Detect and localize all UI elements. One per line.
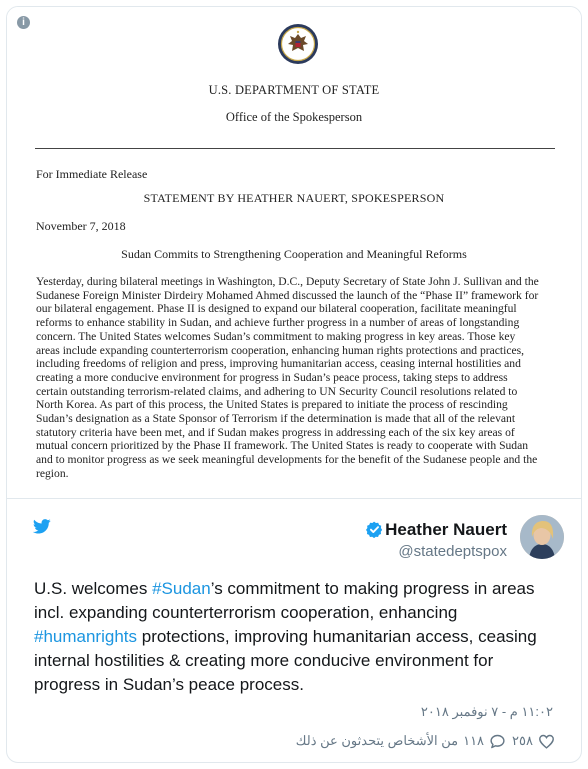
body-line: reforms to enhance stability in Sudan, and achieve further progress in a number of areas of longstanding	[36, 316, 520, 330]
body-line: creating a more conducive environment for progress in Sudan’s peace process, taking steps to address	[36, 370, 508, 384]
tweet-timestamp[interactable]: ١١:٠٢ م - ٧ نوفمبر ٢٠١٨	[420, 704, 553, 719]
author-handle[interactable]: @statedeptspox	[398, 543, 507, 560]
body-line: certain outstanding terrorism-related claims, and adhering to UN Security Council resolutions related to	[36, 384, 518, 398]
hashtag-humanrights[interactable]: #humanrights	[34, 627, 138, 646]
press-release-image[interactable]	[7, 7, 581, 499]
talking-label: من الأشخاص يتحدثون عن ذلك	[295, 733, 459, 748]
tweet-text-fragment: U.S. welcomes	[34, 579, 153, 598]
tweet-text-fragment: ’s commitment to making progress in areas	[210, 579, 535, 598]
hashtag-sudan[interactable]: #Sudan	[152, 579, 211, 598]
body-line: Yesterday, during bilateral meetings in Washington, D.C., Deputy Secretary of State John J. Sullivan and the	[36, 275, 539, 288]
author-name[interactable]: Heather Nauert	[385, 520, 507, 539]
tweet-line: internal hostilities & creating more conducive environment for	[34, 651, 494, 670]
reply-count: ١١٨	[463, 733, 485, 748]
body-line: and to monitor progress as we seek meaningful developments for the benefit of the Sudanese people and the	[36, 453, 538, 467]
statement-date: November 7, 2018	[36, 219, 126, 233]
tweet-line: incl. expanding counterterrorism cooperation, enhancing	[34, 603, 458, 622]
like-action[interactable]	[512, 733, 555, 750]
state-department-seal-icon	[277, 23, 319, 65]
tweet-actions	[296, 730, 555, 752]
tweet-card	[6, 6, 582, 763]
tweet-line: progress in Sudan’s peace process.	[34, 675, 304, 694]
tweet-text-fragment: protections, improving humanitarian access, ceasing	[137, 627, 537, 646]
header-divider	[35, 148, 555, 149]
reply-action[interactable]	[296, 733, 506, 750]
speech-bubble-icon[interactable]	[489, 733, 506, 750]
body-line: areas include expanding counterterrorism cooperation, enhancing human rights protections and practices,	[36, 343, 525, 357]
body-line: concern. The United States welcomes Sudan’s commitment to making progress in key areas. Those key	[36, 329, 516, 343]
department-name: U.S. DEPARTMENT OF STATE	[208, 83, 380, 97]
body-line: mutual concern prioritized by the Phase II framework. The United States is ready to cooperate with Sudan	[36, 439, 529, 453]
body-line: Sudan’s designation as a State Sponsor of Terrorism if the determination is made that all of the relevant	[36, 412, 516, 426]
body-line: North Korea. As part of this process, the United States is prepared to initiate the process of rescinding	[36, 398, 508, 412]
verified-badge-icon	[366, 521, 383, 538]
release-label: For Immediate Release	[36, 167, 148, 181]
twitter-bird-icon[interactable]	[33, 519, 51, 534]
info-icon[interactable]: i	[17, 16, 30, 29]
heart-icon[interactable]	[538, 733, 555, 750]
tweet-line	[34, 577, 564, 601]
tweet-line	[34, 625, 564, 649]
like-count: ٢٥٨	[512, 733, 533, 748]
body-line: our bilateral engagement. Phase II is designed to expand our bilateral cooperation, facilitate meaningful	[36, 302, 517, 316]
office-name: Office of the Spokesperson	[225, 110, 363, 124]
statement-subject: Sudan Commits to Strengthening Cooperation and Meaningful Reforms	[121, 247, 467, 261]
body-line: region.	[36, 466, 69, 480]
avatar[interactable]	[520, 515, 564, 559]
statement-title: STATEMENT BY HEATHER NAUERT, SPOKESPERSON	[143, 191, 445, 205]
body-line: Sudanese Foreign Minister Dirdeiry Mohamed Ahmed discussed the launch of the “Phase II” framework for	[36, 288, 539, 302]
tweet-text	[34, 577, 564, 697]
body-line: statutory criteria have been met, and if Sudan makes progress in addressing each of the six key areas of	[36, 425, 515, 439]
avatar-portrait-icon	[520, 515, 564, 559]
statement-body	[36, 275, 560, 481]
body-line: including freedoms of religion and press, improving humanitarian access, ceasing internal hostilities and	[36, 357, 521, 371]
